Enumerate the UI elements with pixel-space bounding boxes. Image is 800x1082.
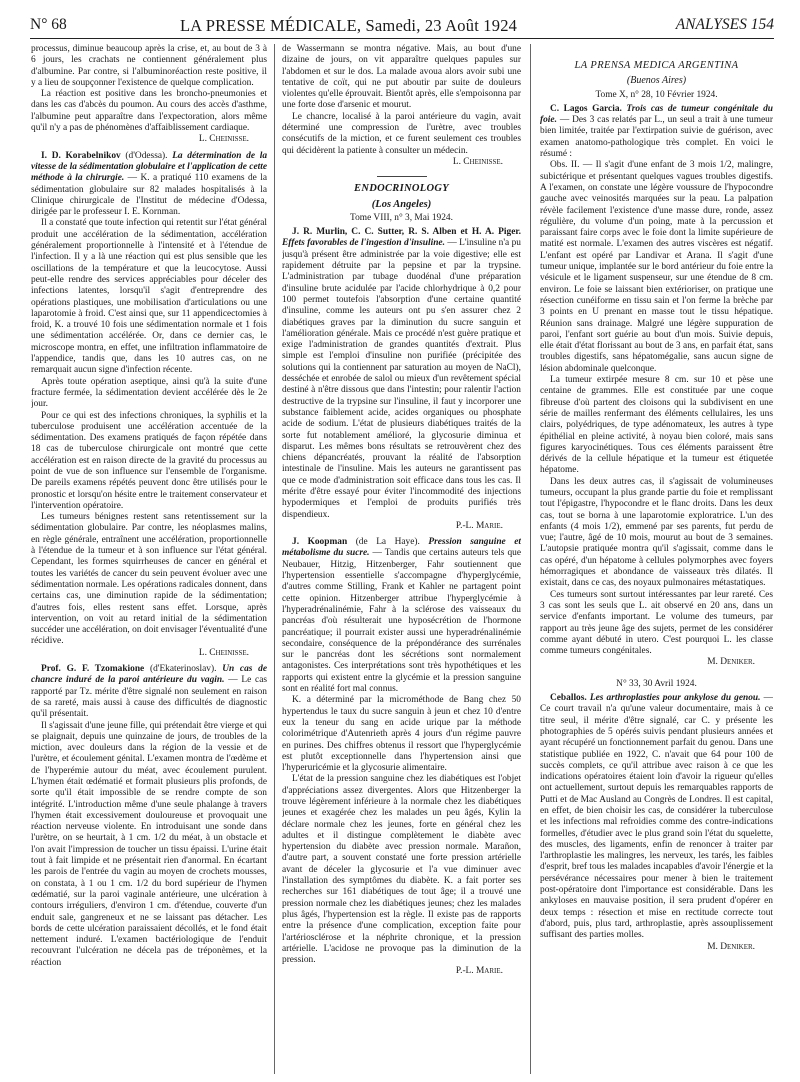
article-korabelnikov (31, 151, 267, 219)
paragraph: Dans les deux autres cas, il s'agissait de volumineuses tumeurs, occupant la plus grande partie du foie et remplissant tout l'épigastre, l'hypocondre et le flanc droits. Dans les deux cas, tout se borna à une laparotomie exploratrice. L'un des enfants (4 mois 1/2), emmené par ses parents, fut perdu de vue; l'autre, âgé de 10 mois, mourut au bout de 3 semaines. L'autopsie pratiquée montra qu'il s'agissait, comme dans le cas opéré, d'un hépatome à cellules polymorphes avec foyers hémorragiques et abondance de vaisseaux très dilatés. Il existait, dans ce cas, des noyaux pulmonaires métastatiques. (540, 476, 773, 589)
author-affiliation: (d'Ekaterinoslav). (144, 664, 223, 675)
journal-place: (Los Angeles) (371, 198, 432, 210)
paragraph: Les tumeurs bénignes restent sans retentissement sur la sédimentation globulaire. Par contre, les néoplasmes malins, en règle générale, entraînent une accélération, proportionnelle à l'étendue de la tumeur et à son influence sur l'état général. Cependant, les formes squirrheuses de cancer en général et toutes les variétés de cancer du sein peuvent évoluer avec une sédimentation normale. Les opérations radicales donnent, dans certains cas, une diminution rapide de la sédimentation; d'autres fois, elles restent sans effet. Lorsque, après intervention, on voit au retard initial de la sédimentation succéder une accélération, on doit envisager l'éventualité d'une récidive. (31, 512, 267, 647)
article-koopman (282, 537, 521, 695)
paragraph: Obs. II. — Il s'agit d'une enfant de 3 mois 1/2, malingre, subictérique et présentant quelques vagues troubles digestifs. A l'examen, on constate une légère voussure de l'hypocondre gauche avec veinosités marquées sur la peau. La palpation révèle facilement l'existence d'une masse dure, ronde, assez régulière, du volume d'un poing, mate à la percussion et paraissant faire corps avec le foie dont la limite supérieure de matité est normale. L'examen des autres viscères est négatif. L'enfant est opéré par Landivar et Arana. Il s'agit d'une tumeur unique, implantée sur le bord antérieur du foie entre la vésicule et le ligament suspenseur, sur une étendue de 8 cm. environ. Le foie se laissant bien extérioriser, on pratique une résection cunéiforme en tissu sain et l'on ferme la brèche par 3 points en U prenant en masse tout le tissu hépatique. Réunion sans drainage. Malgré une légère suppuration de paroi, l'enfant sort guérie au bout d'un mois. Suivie depuis, elle était d'état florissant au bout de 3 ans, en parfait état, sans troubles digestifs, sans hépatomégalie, sans aucun signe de lésion abdominale quelconque. (540, 160, 773, 374)
article-author: J. Koopman (292, 537, 348, 548)
signature: M. Deniker. (707, 657, 755, 668)
page-number: N° 68 (30, 16, 67, 33)
paragraph: — L'insuline n'a pu jusqu'à présent être administrée par la voie digestive; elle est rapidement détruite par la pepsine et par la trypsine. L'administration par tubage duodénal d'une préparation d'insuline brute acidulée par l'acide chlorhydrique à 0,2 pour 100 permet toutefois l'absorption d'une certaine quantité d'insuline, comme les auteurs ont pu s'en assurer chez 2 diabétiques graves par la diminution du sucre sanguin et l'amélioration générale. Mais ce procédé n'est guère pratique et exige l'administration de grandes quantités d'extrait. Plus simple est l'emploi d'insuline non purifiée (précipitée des solutions qui la contiennent par saturation au moyen de NaCl), desséchée et enrobée de salol ou mieux d'un revêtement spécial destiné à n'être dissous que dans l'intestin; pour ralentir l'action destructive de la trypsine sur l'insuline, il faut y incorporer une substance faiblement acide, acides organiques ou phosphate acide de sodium. L'état de plusieurs diabétiques traités de la sorte fut notablement amélioré, la glycosurie diminua et disparut. Les mêmes bons résultats se retrouvèrent chez des chiens dépancréatés, prouvant la réalité de l'absorption intestinale de l'insuline. Mais les auteurs ne garantissent pas que ce mode d'administration soit efficace dans tous les cas. Il mérite d'être essayé pour éviter l'incommodité des injections hypodermiques et l'emploi de produits purifiés très dispendieux. (282, 238, 521, 520)
paragraph: Il s'agissait d'une jeune fille, qui prétendait être vierge et qui se plaignait, depuis une quinzaine de jours, de troubles de la miction, avec douleurs dans la région de la vessie et de l'urètre, et écoulement génital. L'examen montra de l'œdème et de l'hyperémie autour du méat, avec écoulement purulent. L'hymen était œdématié et formait plusieurs plis profonds, de sorte qu'il était impossible de se rendre compte de son intégrité. L'introduction même d'une seule phalange à travers l'hymen était excessivement douloureuse et provoquait une réaction nerveuse violente. En introduisant une sonde dans l'urètre, on se heurtait, à 1 cm. 1/2 du méat, à un obstacle et l'on avait l'impression de toucher un tissu épaissi. L'urine était tout à fait limpide et ne présentait rien d'anormal. En écartant les parois de l'entrée du vagin au moyen de crochets mousses, on constata, à 1 ou 1 cm. 1/2 du bord supérieur de l'hymen œdématié, sur la paroi vaginale antérieure, une ulcération à contours irréguliers, d'environ 1 cm. d'étendue, couverte d'un enduit sale, gangreneux et ne se laissant pas détacher. Les bords de cette ulcération paraissaient décollés, et le fond était nettement induré. L'examen bactériologique de l'enduit recouvrant l'ulcération ne décela pas de tréponèmes, et la réaction (31, 720, 267, 968)
paragraph: Pour ce qui est des infections chroniques, la syphilis et la tuberculose produisent une accélération accentuée de la sédimentation. Des examens pratiqués de façon répétée dans 18 cas de tuberculose chirurgicale ont montré que cette accélération est en raison directe de la gravité du processus au point de vue de son influence sur l'ensemble de l'organisme. De pareils examens répétés peuvent donc être utilisés pour le pronostic et lorsqu'on hésite entre le traitement conservateur et l'intervention opératoire. (31, 410, 267, 511)
paragraph: K. a déterminé par la microméthode de Bang chez 50 hypertendus le taux du sucre sanguin à jeun et chez 10 d'entre eux la teneur du sang en acide urique par la méthode colorimétrique d'Autenrieth après 4 jours d'un régime pauvre en purines. Des chiffres obtenus il ressort que l'hyperglycémie est plutôt exceptionnelle dans l'hypertension ainsi que l'hyperuricémie et la glycosurie alimentaire. (282, 695, 521, 774)
issue-line: Tome X, n° 28, 10 Février 1924. (595, 89, 718, 100)
signature: L. Cheinisse. (198, 647, 249, 658)
article-title: Un cas de chancre induré de la paroi antérieure du vagin. (31, 664, 267, 686)
article-murlin (282, 227, 521, 521)
section-label: ANALYSES 154 (675, 16, 774, 33)
article-author: I. D. Korabelnikov (41, 150, 121, 161)
paragraph: Le chancre, localisé à la paroi antérieure du vagin, avait déterminé une compression de l'urètre, avec troubles consécutifs de la miction, et ce furent seulement ces troubles qui décidèrent la patiente à consulter un médecin. (282, 111, 521, 156)
page-header (30, 14, 774, 39)
paragraph: — Tandis que certains auteurs tels que Neubauer, Hitzig, Hitzenberger, Fahr soutiennent que l'hypertension essentielle s'accompagne d'hyperglycémie, d'autres comme Stilling, Frank et Kahler ne partagent point cette opinion. Hitzenberger attribue l'hyperglycémie à l'hyperadrénalinémie, Fahr à la sclérose des vaisseaux du pancréas d'où résulterait une hyposécrétion de l'hormone pancréatique; il pourrait exister aussi une hyperadrénalinémie secondaire, conséquence de la prépondérance des surrénales sur le pancréas dont les sécrétions sont normalement antagonistes. Ces interprétations sont très hypothétiques et les rapports qui existent entre la glycémie et la pression sanguine sont en réalité fort mal connus. (282, 548, 521, 695)
paragraph: — Le cas rapporté par Tz. mérite d'être signalé non seulement en raison de sa rareté, mais aussi à cause des difficultés de diagnostic qu'il présentait. (31, 675, 267, 720)
journal-place: (Buenos Aires) (626, 75, 687, 87)
issue-line: N° 33, 30 Avril 1924. (616, 678, 697, 689)
article-author: C. Lagos Garcia. (550, 103, 622, 114)
paragraph: — Ce court travail n'a qu'une valeur documentaire, mais à ce titre seul, il mérite d'être signalé, car C. y présente les photographies de 5 opérés suivis pendant plusieurs années et ayant récupéré un fonctionnement parfait du genou. Dans une statistique publiée en 1922, C. n'avait que 64 pour 100 de succès complets, ce qu'il attribue avec raison à ce que les indications opératoires étaient loin d'avoir la rigueur qu'elles ont actuellement, surtout depuis les remarquables rapports de Putti et de Mac Ausland au Congrès de Londres. Il est capital, en effet, de bien choisir les cas, de considérer la tuberculose et les infections mal refroidies comme des contre-indications formelles, d'étudier avec le plus grand soin l'état du squelette, des muscles, des ligaments, enfin de renoncer à traiter par l'arthroplastie les malingres, les nerveux, les tarés, les faibles d'esprit, bref tous les malades incapables d'avoir l'énergie et la persévérance nécessaires pour mener à bien le traitement post-opératoire dont l'importance est considérable. Dans les ankyloses en mauvaise position, il sera prudent d'opérer en deux temps : résection et mise en rectitude correcte tout d'abord, puis, plus tard, arthroplastie, après assouplissement suffisant des parties molles. (540, 693, 773, 941)
column-left (31, 44, 267, 1076)
article-title: Pression sanguine et métabolisme du sucre. (282, 537, 521, 559)
column-middle (282, 44, 521, 1076)
column-right (540, 44, 773, 1076)
paragraph: — K. a pratiqué 110 examens de la sédimentation globulaire sur 82 malades hospitalisés à la Clinique chirurgicale de l'Institut de médecine d'Odessa, dirigée par le professeur I. E. Kornman. (31, 173, 267, 218)
author-affiliation: (d'Odessa). (120, 150, 173, 161)
signature: M. Deniker. (707, 941, 755, 952)
article-title: Les arthroplasties pour ankylose du genou. (586, 693, 761, 704)
paragraph: L'état de la pression sanguine chez les diabétiques est l'objet d'appréciations assez divergentes. Alors que Hitzenberger la trouve légèrement inférieure à la normale chez les diabétiques jeunes et exagérée chez les malades un peu âgés, Kylin la déclare normale chez les jeunes, forte en général chez les adultes et il distingue complètement le diabète avec hypertension du diabète avec pression normale. Marañon, d'autre part, a souvent constaté une forte pression artérielle avant de déceler la glycosurie et l'a vue diminuer avec l'installation des symptômes du diabète. K. a fait porter ses recherches sur 161 diabétiques de tout âge; il a trouvé une pression normale chez les diabétiques jeunes; chez les malades plus âgés, l'hypertension est la règle. Il existe pas de rapports entre la présence d'une complication, exception faite pour l'artériosclérose et la néphrite chronique, et la pression artérielle. L'acidose ne provoque pas la diminution de la pression. (282, 774, 521, 966)
article-title: La détermination de la vitesse de la sédimentation globulaire et l'application de cette méthode à la chirurgie. (31, 150, 267, 184)
article-title: Trois cas de tumeur congénitale du foie. (540, 103, 773, 126)
signature: L. Cheinisse. (452, 156, 503, 167)
journal-name: ENDOCRINOLOGY (354, 183, 449, 195)
journal-name: LA PRENSA MEDICA ARGENTINA (574, 60, 739, 71)
paragraph: La réaction est positive dans les broncho-pneumonies et dans les cas d'abcès du poumon. Au cours des accès d'asthme, l'albumine peut apparaître dans l'expectoration, alors même qu'il n'y a pas de phénomènes d'affaiblissement cardiaque. (31, 89, 267, 134)
article-ceballos (540, 693, 773, 942)
paragraph: Après toute opération aseptique, ainsi qu'à la suite d'une fracture fermée, la sédimentation devient accélérée dès le 2e jour. (31, 376, 267, 410)
issue-line: Tome VIII, n° 3, Mai 1924. (350, 212, 453, 223)
article-title: Effets favorables de l'ingestion d'insuline. (282, 238, 445, 249)
paragraph: — Des 3 cas relatés par L., un seul a trait à une tumeur bien limitée, traitée par l'extirpation suivie de guérison, avec examen anatomo-pathologique très complet. En voici le résumé : (540, 115, 773, 160)
journal-masthead: LA PRESSE MÉDICALE, Samedi, 23 Août 1924 (180, 16, 518, 35)
section-rule (377, 176, 427, 177)
article-tzomakione (31, 664, 267, 720)
signature: L. Cheinisse. (198, 134, 249, 145)
article-author: J. R. Murlin, C. C. Sutter, R. S. Alben et H. A. Piger. (292, 227, 521, 238)
author-affiliation: (de La Haye). (347, 537, 429, 548)
paragraph: Il a constaté que toute infection qui retentit sur l'état général produit une accélération de la sédimentation, accélération généralement proportionnelle à l'intensité et à l'étendue de l'infection. Il y a là une réaction qui est plus sensible que les oscillations de la température et que la leucocytose. Aussi peut-elle rendre des services appréciables pour déceler des infections latentes, lorsqu'il s'agit d'entreprendre des opérations plastiques, une mobilisation d'articulations ou une laparotomie à froid. C'est ainsi que, sur 11 appendicectomies à froid, K. a trouvé 10 fois une sédimentation normale et 1 fois une sédimentation accélérée. Or, dans ce dernier cas, le microscope montra, en effet, une infiltration inflammatoire de l'appendice, tandis que, dans les 10 autres cas, on ne remarquait aucun signe d'infection récente. (31, 218, 267, 376)
paragraph: La tumeur extirpée mesure 8 cm. sur 10 et pèse une centaine de grammes. Elle est constituée par une coque fibreuse d'où partent des cloisons qui la subdivisent en une série de mailles renfermant des éléments cellulaires, les uns clairs, polyédriques, de type adénomateux, les autres à type épithélial en pleine activité, à noyau bien coloré, mais sans figures karyocinétiques. Tous ces éléments paraissent être dérivés de la cellule hépatique et la tumeur est étiquetée hépatome. (540, 375, 773, 476)
paragraph: de Wassermann se montra négative. Mais, au bout d'une dizaine de jours, on vit apparaître quelques papules sur l'abdomen et sur le dos. La malade avoua alors avoir subi une tentative de coït, qui ne put aboutir par suite de douleurs violentes qu'elle éprouvait. Bientôt après, elle s'empoisonna par une forte dose d'arsenic et mourut. (282, 44, 521, 111)
column-divider (274, 44, 275, 1074)
signature: P.-L. Marie. (455, 520, 503, 531)
paragraph: Ces tumeurs sont surtout intéressantes par leur rareté. Ces 3 cas sont les seuls que L. ait observé en 20 ans, dans un service d'enfants important. Le volume des tumeurs, par rapport au très jeune âge des sujets, permet de les considérer comme ayant débuté in utero. C'est pourquoi L. les classe comme tumeurs congénitales. (540, 589, 773, 657)
article-author: Ceballos. (550, 693, 587, 704)
column-divider (530, 44, 531, 1074)
signature: P.-L. Marie. (455, 966, 503, 977)
article-author: Prof. G. F. Tzomakione (41, 664, 145, 675)
paragraph: processus, diminue beaucoup après la crise, et, au bout de 3 à 6 jours, les crachats ne contiennent généralement plus d'albumine. Par contre, si l'albuminoréaction reste positive, il y a lieu de soupçonner l'existence de quelque complication. (31, 44, 267, 88)
article-lagos-garcia (540, 104, 773, 160)
